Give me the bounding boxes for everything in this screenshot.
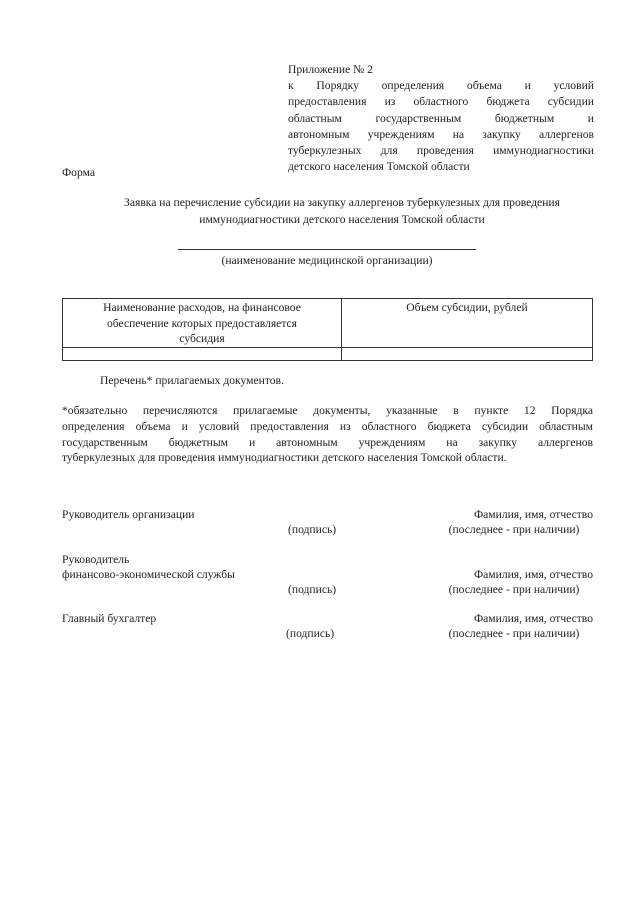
documents-list-line: Перечень* прилагаемых документов. [100,374,284,387]
appendix-text-line: автономным учреждениям на закупку аллергенов [288,127,594,141]
expense-name-cell[interactable] [63,347,342,360]
footnote-line: определения объема и условий предоставления из областного бюджета субсидии областным [62,419,593,433]
footnote-line: *обязательно перечисляются прилагаемые документы, указанные в пункте 12 Порядка [62,404,593,417]
expenses-table [62,298,593,361]
table-row [63,347,593,360]
document-title-line: иммунодиагностики детского населения Томской области [199,212,485,226]
full-name-note: (последнее - при наличии) [448,627,580,640]
signature-caption: (подпись) [286,627,335,640]
footnote-line: государственным бюджетным и автономным учреждениям на закупку аллергенов [62,435,593,449]
appendix-text-line: областным государственным бюджетным и [288,111,594,125]
full-name-note: (последнее - при наличии) [448,523,580,536]
full-name-label: Фамилия, имя, отчество [473,508,593,521]
footnote-line: туберкулезных для проведения иммунодиагностики детского населения Томской области. [62,451,507,465]
document-title-line: Заявка на перечисление субсидии на закупку аллергенов туберкулезных для проведения [124,196,560,209]
table-header-row [63,299,593,348]
signature-role: Руководитель организации [62,508,195,521]
signature-role-cont: финансово-экономической службы [62,568,235,581]
signature-caption: (подпись) [288,523,337,536]
expense-name-header: Наименование расходов, на финансовое обеспечение которых предоставляется субсидия [63,299,342,348]
appendix-header [288,62,594,175]
full-name-label: Фамилия, имя, отчество [473,568,593,581]
document-title [62,195,622,228]
subsidy-amount-header: Объем субсидии, рублей [342,299,593,348]
signature-caption: (подпись) [288,583,337,596]
signature-role: Руководитель [62,553,130,566]
appendix-text-line: детского населения Томской области [288,160,470,174]
organization-name-line [178,249,476,250]
appendix-text-line: туберкулезных для проведения иммунодиагностики [288,143,594,157]
appendix-number: Приложение № 2 [288,63,373,76]
full-name-label: Фамилия, имя, отчество [473,612,593,625]
form-label: Форма [62,166,95,179]
appendix-text-line: к Порядку определения объема и условий [288,79,594,93]
full-name-note: (последнее - при наличии) [448,583,580,596]
signature-role: Главный бухгалтер [62,612,157,625]
footnote [62,403,593,466]
organization-name-caption: (наименование медицинской организации) [221,254,433,267]
appendix-text-line: предоставления из областного бюджета субсидии [288,95,594,109]
subsidy-amount-cell[interactable] [342,347,593,360]
